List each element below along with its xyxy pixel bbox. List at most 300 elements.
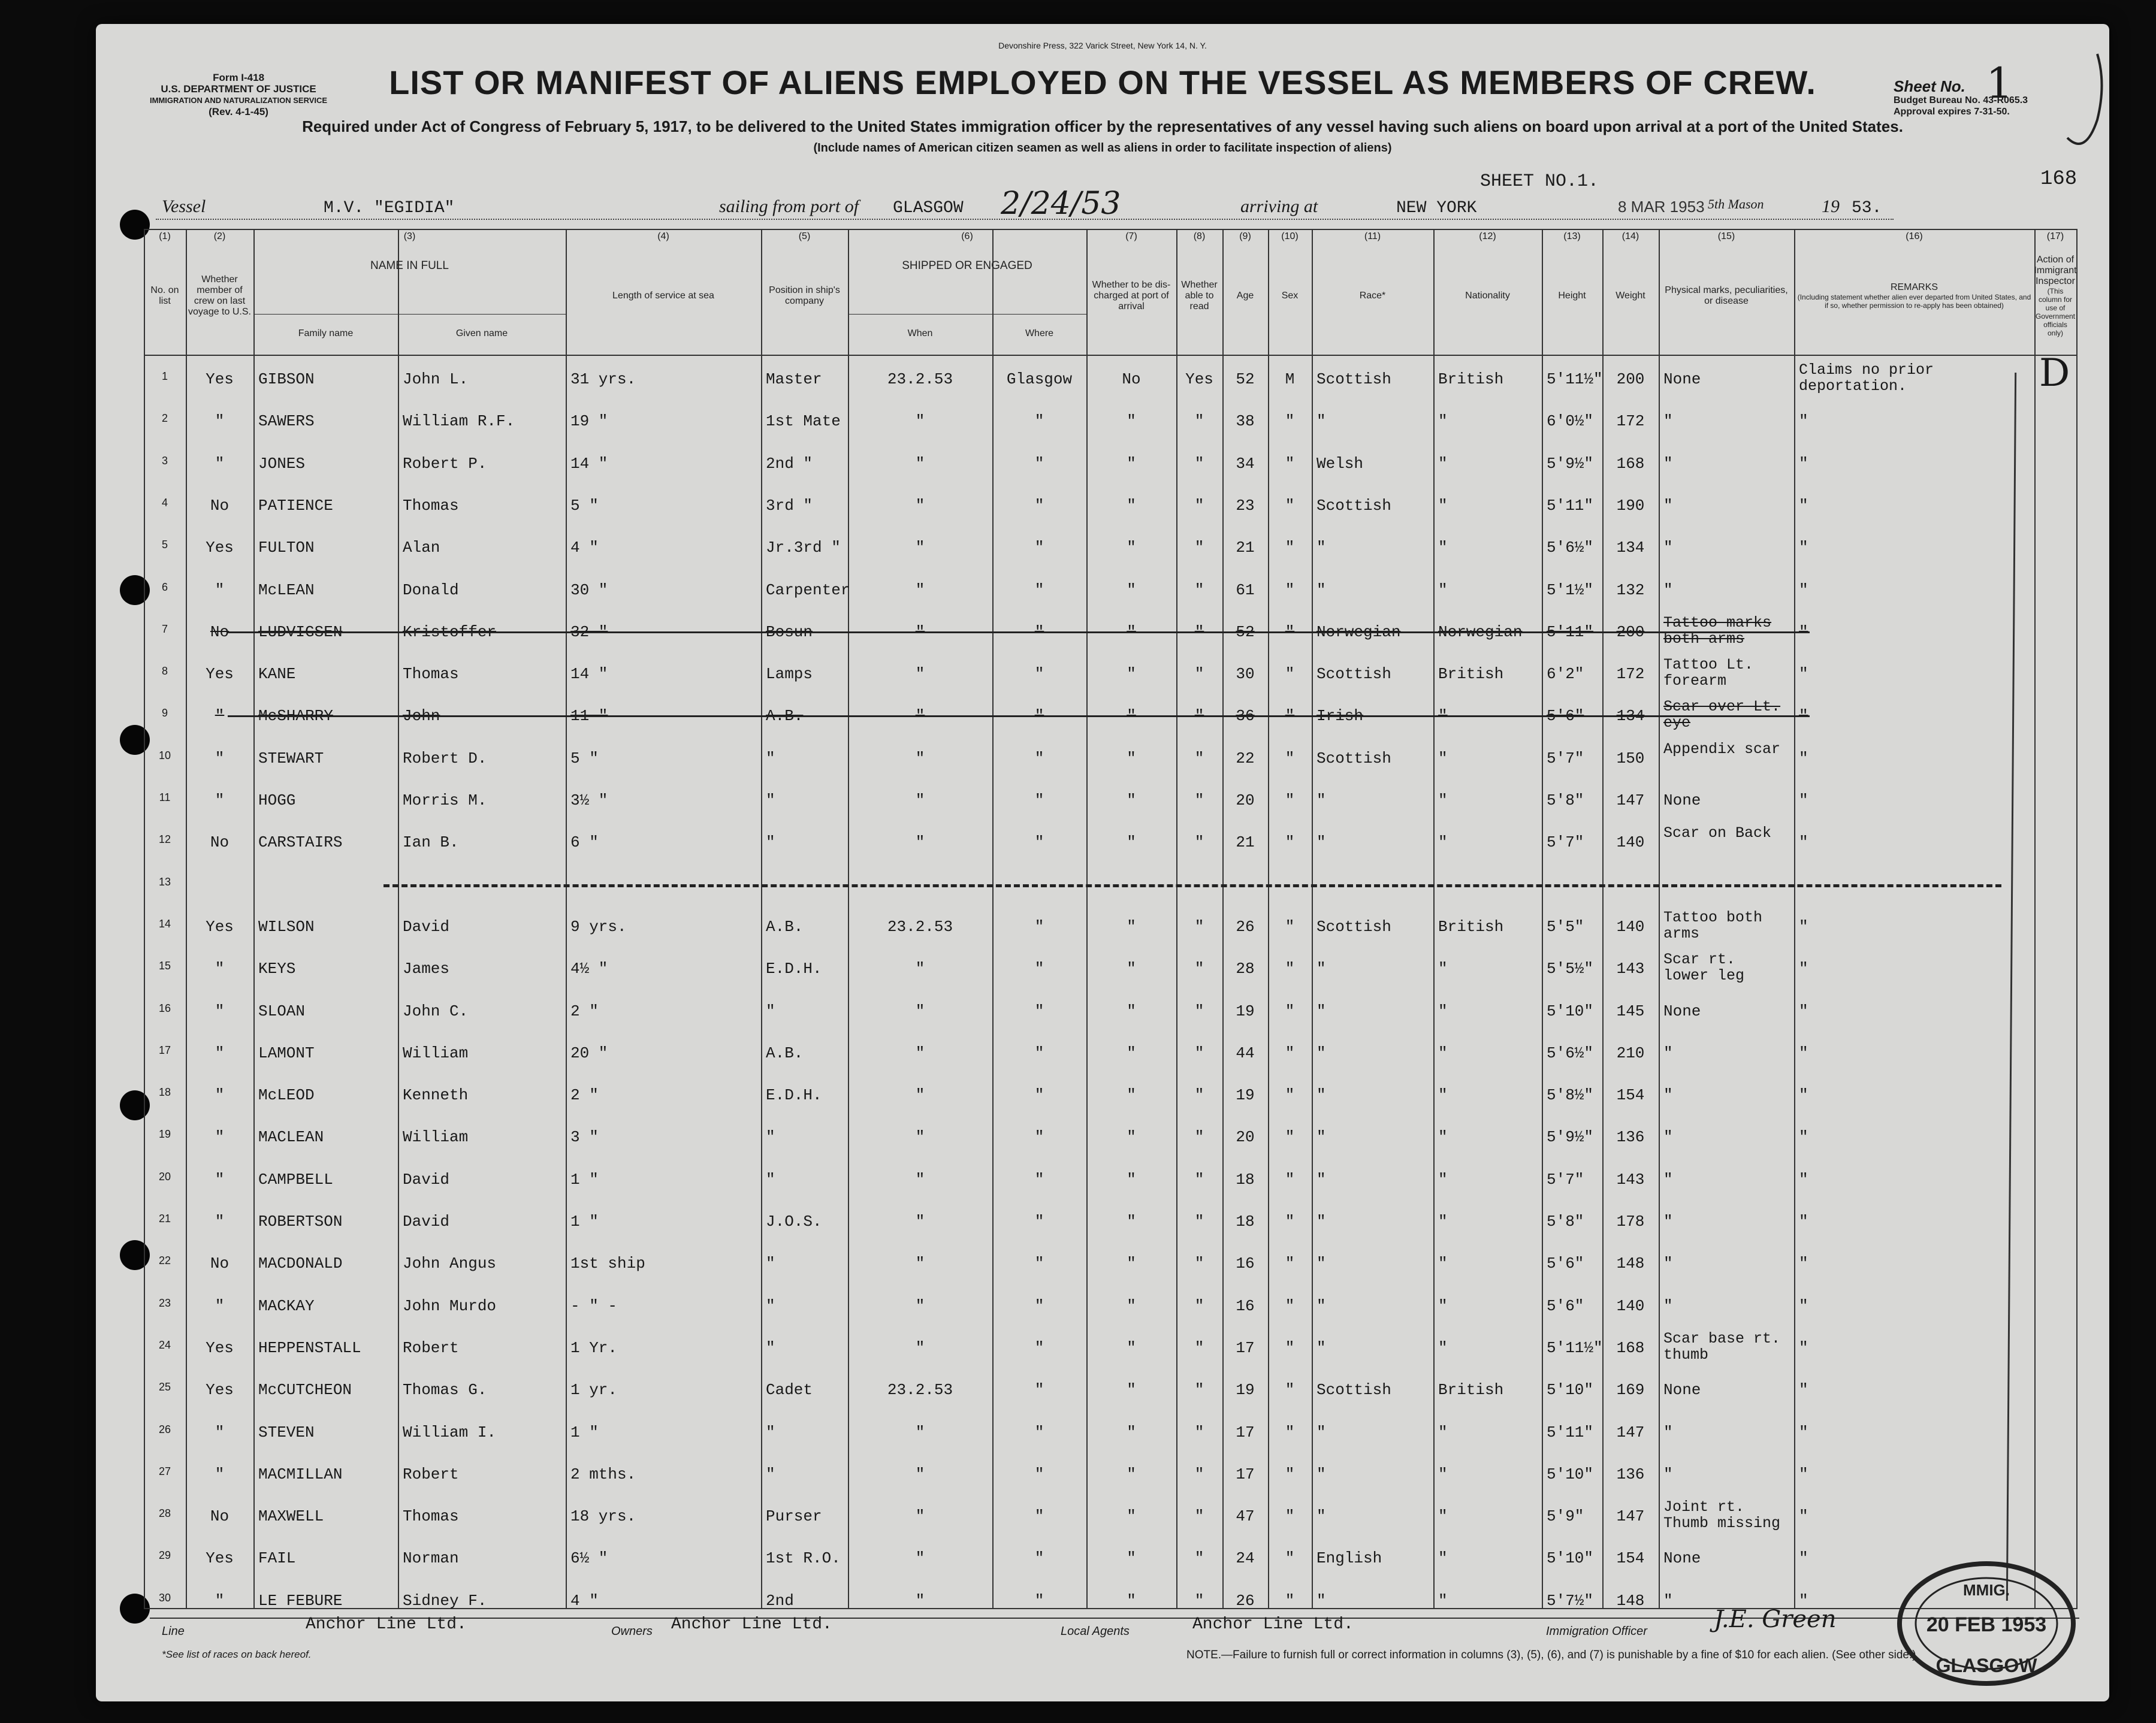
cell-family: McLEAN	[258, 581, 315, 599]
cell-nationality: "	[1438, 454, 1448, 473]
cell-no: 9	[161, 707, 168, 720]
cell-given: Thomas	[403, 1507, 459, 1526]
cell-prev: "	[215, 1423, 225, 1441]
cell-where: "	[1034, 833, 1044, 852]
cell-age: 17	[1236, 1423, 1255, 1441]
cell-height: 5'5"	[1547, 917, 1584, 936]
cell-where: "	[1034, 412, 1044, 431]
cell-height: 5'6½"	[1547, 539, 1594, 557]
cell-read: "	[1194, 1213, 1204, 1231]
cell-age: 61	[1236, 581, 1255, 599]
column-number: (8)	[1193, 231, 1206, 241]
cell-nationality: "	[1438, 412, 1448, 431]
cell-position: "	[766, 1465, 775, 1483]
cell-where: "	[1034, 1086, 1044, 1105]
cell-sex: "	[1285, 1044, 1295, 1062]
cell-position: A.B.	[766, 1044, 804, 1062]
cell-family: SLOAN	[258, 1002, 306, 1020]
cell-remarks: "	[1799, 1086, 1808, 1105]
cell-prev: Yes	[206, 917, 234, 936]
cell-nationality: Norwegian	[1438, 622, 1523, 641]
table-top-rule	[144, 229, 2076, 230]
cell-discharged: "	[1127, 960, 1136, 978]
row-dashed-separator	[384, 884, 2001, 887]
cell-no: 10	[158, 749, 171, 761]
cell-given: Kenneth	[403, 1086, 469, 1105]
cell-when: "	[915, 454, 925, 473]
row-strike-line	[228, 631, 1810, 633]
column-header: Length of service at sea	[612, 291, 714, 301]
column-subheader: Given name	[455, 328, 508, 338]
cell-height: 5'10"	[1547, 1002, 1594, 1020]
cell-position: "	[766, 833, 775, 852]
cell-height: 5'8"	[1547, 1213, 1584, 1231]
cell-discharged: "	[1127, 1465, 1136, 1483]
cell-sex: "	[1285, 665, 1295, 684]
cell-service: 4 "	[570, 539, 599, 557]
cell-age: 19	[1236, 1381, 1255, 1399]
cell-read: "	[1194, 665, 1204, 684]
cell-prev: Yes	[206, 1338, 234, 1357]
cell-when: "	[915, 496, 925, 515]
cell-remarks: "	[1799, 1002, 1808, 1020]
cell-prev: "	[215, 412, 225, 431]
cell-discharged: "	[1127, 833, 1136, 852]
cell-height: 6'2"	[1547, 665, 1584, 684]
cell-discharged: "	[1127, 622, 1136, 641]
cell-discharged: "	[1127, 1128, 1136, 1147]
cell-marks: "	[1663, 1465, 1673, 1483]
cell-nationality: "	[1438, 1423, 1448, 1441]
cell-family: HEPPENSTALL	[258, 1338, 361, 1357]
cell-prev: "	[215, 1465, 225, 1483]
cell-no: 25	[158, 1381, 171, 1393]
cell-family: MACDONALD	[258, 1255, 343, 1273]
cell-remarks: "	[1799, 1591, 1808, 1610]
cell-remarks: "	[1799, 791, 1808, 809]
cell-position: "	[766, 1255, 775, 1273]
cell-where: "	[1034, 1507, 1044, 1526]
column-header-note: (This column for use of Government officials only)	[2035, 287, 2076, 337]
cell-remarks: "	[1799, 496, 1808, 515]
budget-line: Approval expires 7-31-50.	[1894, 107, 2010, 117]
cell-no: 29	[158, 1549, 171, 1562]
cell-where: "	[1034, 1296, 1044, 1315]
cell-remarks: "	[1799, 1296, 1808, 1315]
cell-no: 18	[158, 1086, 171, 1099]
column-header-label: Action of Immigrant Inspector	[2034, 255, 2077, 286]
cell-when: "	[915, 791, 925, 809]
cell-where: "	[1034, 1465, 1044, 1483]
cell-service: 2 "	[570, 1002, 599, 1020]
cell-marks: None	[1663, 370, 1701, 388]
column-number: (15)	[1717, 231, 1735, 241]
cell-discharged: "	[1127, 917, 1136, 936]
cell-weight: 168	[1616, 454, 1645, 473]
cell-weight: 134	[1616, 707, 1645, 726]
cell-age: 20	[1236, 791, 1255, 809]
cell-where: "	[1034, 581, 1044, 599]
cell-prev: No	[210, 833, 230, 852]
cell-when: "	[915, 1423, 925, 1441]
cell-weight: 140	[1616, 917, 1645, 936]
cell-discharged: "	[1127, 1591, 1136, 1610]
column-header: No. on list	[150, 285, 179, 306]
cell-nationality: "	[1438, 496, 1448, 515]
sailing-port: GLASGOW	[893, 199, 964, 217]
cell-prev: "	[215, 581, 225, 599]
cell-service: 1 "	[570, 1423, 599, 1441]
cell-discharged: "	[1127, 581, 1136, 599]
cell-position: "	[766, 1002, 775, 1020]
arrival-hand-note: 5th Mason	[1708, 197, 1764, 211]
cell-where: "	[1034, 1170, 1044, 1189]
cell-discharged: "	[1127, 707, 1136, 726]
cell-height: 5'9½"	[1547, 1128, 1594, 1147]
cell-age: 18	[1236, 1213, 1255, 1231]
cell-race: "	[1316, 1002, 1326, 1020]
cell-sex: "	[1285, 1549, 1295, 1568]
cell-position: "	[766, 1296, 775, 1315]
cell-marks: None	[1663, 1002, 1701, 1020]
page-subtitle: Required under Act of Congress of February 5, 1917, to be delivered to the United States immigration officer by the representatives of any vessel having such aliens on board upon arrival at a port of the United States.	[302, 117, 1903, 135]
cell-sex: "	[1285, 1381, 1295, 1399]
cell-discharged: "	[1127, 539, 1136, 557]
cell-read: "	[1194, 1044, 1204, 1062]
cell-where: "	[1034, 1381, 1044, 1399]
cell-race: Scottish	[1316, 496, 1391, 515]
cell-given: Robert	[403, 1338, 459, 1357]
printer-imprint: Devonshire Press, 322 Varick Street, New York 14, N. Y.	[998, 41, 1207, 50]
cell-read: "	[1194, 496, 1204, 515]
cell-race: "	[1316, 1213, 1326, 1231]
cell-race: "	[1316, 1128, 1326, 1147]
column-subheader: Family name	[298, 328, 354, 338]
cell-position: A.B.	[766, 707, 804, 726]
cell-sex: "	[1285, 1423, 1295, 1441]
hand-check-mark	[2061, 48, 2109, 168]
cell-no: 19	[158, 1128, 171, 1141]
cell-age: 52	[1236, 370, 1255, 388]
cell-when: "	[915, 960, 925, 978]
cell-given: Thomas G.	[403, 1381, 487, 1399]
stamp-top-text: MMIG.	[1963, 1581, 2010, 1599]
cell-height: 5'10"	[1547, 1381, 1594, 1399]
cell-nationality: "	[1438, 1465, 1448, 1483]
cell-read: "	[1194, 1255, 1204, 1273]
cell-prev: "	[215, 707, 225, 726]
owners-value: Anchor Line Ltd.	[671, 1615, 832, 1634]
cell-nationality: "	[1438, 1338, 1448, 1357]
cell-read: "	[1194, 1465, 1204, 1483]
column-number: (12)	[1479, 231, 1496, 241]
cell-height: 5'6"	[1547, 1255, 1584, 1273]
cell-given: Donald	[403, 581, 459, 599]
cell-race: "	[1316, 1296, 1326, 1315]
cell-read: "	[1194, 539, 1204, 557]
cell-when: "	[915, 1128, 925, 1147]
cell-sex: "	[1285, 1255, 1295, 1273]
cell-nationality: "	[1438, 791, 1448, 809]
cell-given: William R.F.	[403, 412, 515, 431]
cell-given: John	[403, 707, 440, 726]
cell-remarks: "	[1799, 539, 1808, 557]
cell-marks: Scar base rt. thumb	[1663, 1329, 1781, 1364]
cell-sex: "	[1285, 581, 1295, 599]
cell-weight: 169	[1616, 1381, 1645, 1399]
cell-prev: Yes	[206, 370, 234, 388]
cell-position: Carpenter	[766, 581, 850, 599]
cell-no: 1	[161, 370, 168, 382]
cell-age: 16	[1236, 1255, 1255, 1273]
cell-where: "	[1034, 1591, 1044, 1610]
cell-race: "	[1316, 412, 1326, 431]
cell-service: 18 yrs.	[570, 1507, 636, 1526]
cell-marks: "	[1663, 1296, 1673, 1315]
cell-weight: 147	[1616, 1507, 1645, 1526]
cell-height: 5'10"	[1547, 1549, 1594, 1568]
cell-family: LAMONT	[258, 1044, 315, 1062]
cell-no: 3	[161, 454, 168, 467]
cell-position: "	[766, 791, 775, 809]
cell-remarks: "	[1799, 581, 1808, 599]
cell-height: 5'7"	[1547, 1170, 1584, 1189]
column-header-note: (Including statement whether alien ever departed from United States, and if so, whether permission to re-apply has been obtained)	[1797, 293, 2031, 310]
cell-read: "	[1194, 833, 1204, 852]
cell-position: 2nd	[766, 1591, 794, 1610]
cell-race: "	[1316, 1465, 1326, 1483]
cell-sex: "	[1285, 496, 1295, 515]
cell-sex: M	[1285, 370, 1295, 388]
cell-service: 5 "	[570, 749, 599, 767]
cell-service: 1 "	[570, 1213, 599, 1231]
cell-given: Robert	[403, 1465, 459, 1483]
cell-race: "	[1316, 1086, 1326, 1105]
cell-race: "	[1316, 1423, 1326, 1441]
cell-when: "	[915, 1296, 925, 1315]
column-header: Nationality	[1465, 291, 1510, 301]
cell-weight: 134	[1616, 539, 1645, 557]
cell-weight: 148	[1616, 1255, 1645, 1273]
cell-given: James	[403, 960, 450, 978]
cell-height: 5'11"	[1547, 1423, 1594, 1441]
cell-given: William	[403, 1128, 469, 1147]
arriving-port: NEW YORK	[1396, 199, 1477, 217]
cell-nationality: "	[1438, 1255, 1448, 1273]
cell-marks: "	[1663, 1170, 1673, 1189]
cell-family: CARSTAIRS	[258, 833, 343, 852]
cell-service: 14 "	[570, 665, 608, 684]
cell-age: 47	[1236, 1507, 1255, 1526]
cell-sex: "	[1285, 1128, 1295, 1147]
cell-no: 13	[158, 875, 171, 888]
cell-position: Bosun	[766, 622, 813, 641]
cell-given: John C.	[403, 1002, 469, 1020]
cell-given: John L.	[403, 370, 469, 388]
cell-age: 28	[1236, 960, 1255, 978]
cell-discharged: "	[1127, 1381, 1136, 1399]
cell-discharged: "	[1127, 496, 1136, 515]
cell-race: "	[1316, 1591, 1326, 1610]
cell-when: "	[915, 749, 925, 767]
column-header: Physical marks, peculiarities, or disease	[1665, 285, 1788, 306]
cell-position: J.O.S.	[766, 1213, 822, 1231]
officer-label: Immigration Officer	[1546, 1625, 1647, 1638]
races-note: *See list of races on back hereof.	[162, 1649, 312, 1660]
cell-service: 2 "	[570, 1086, 599, 1105]
cell-read: "	[1194, 581, 1204, 599]
cell-remarks: "	[1799, 1465, 1808, 1483]
cell-position: A.B.	[766, 917, 804, 936]
subheader-rule	[253, 314, 566, 315]
cell-discharged: "	[1127, 1213, 1136, 1231]
cell-given: William I.	[403, 1423, 497, 1441]
cell-weight: 140	[1616, 833, 1645, 852]
column-header: SHIPPED OR ENGAGED	[902, 259, 1032, 272]
arriving-label: arriving at	[1240, 197, 1318, 216]
cell-prev: No	[210, 1255, 230, 1273]
cell-when: "	[915, 707, 925, 726]
cell-marks: None	[1663, 1381, 1701, 1399]
column-header: Sex	[1281, 291, 1299, 301]
cell-read: "	[1194, 917, 1204, 936]
cell-prev: "	[215, 1002, 225, 1020]
cell-when: 23.2.53	[887, 370, 953, 388]
cell-remarks: "	[1799, 1381, 1808, 1399]
cell-weight: 172	[1616, 412, 1645, 431]
cell-nationality: "	[1438, 1591, 1448, 1610]
cell-remarks: "	[1799, 833, 1808, 852]
cell-service: 1 Yr.	[570, 1338, 618, 1357]
cell-prev: "	[215, 454, 225, 473]
cell-race: "	[1316, 1338, 1326, 1357]
cell-race: "	[1316, 960, 1326, 978]
cell-nationality: "	[1438, 1507, 1448, 1526]
column-header	[1796, 245, 2032, 347]
cell-no: 11	[159, 791, 171, 803]
cell-age: 24	[1236, 1549, 1255, 1568]
cell-race: "	[1316, 791, 1326, 809]
column-header: Position in ship's company	[769, 285, 840, 306]
cell-prev: "	[215, 749, 225, 767]
cell-race: "	[1316, 539, 1326, 557]
cell-read: "	[1194, 622, 1204, 641]
cell-marks: Scar on Back	[1663, 824, 1772, 842]
cell-height: 5'6"	[1547, 1296, 1584, 1315]
sheet-label: Sheet No.	[1894, 77, 1965, 95]
cell-given: Kristoffer	[403, 622, 497, 641]
cell-prev: "	[215, 1296, 225, 1315]
cell-family: McCUTCHEON	[258, 1381, 352, 1399]
cell-weight: 190	[1616, 496, 1645, 515]
year-label: 19	[1822, 197, 1840, 216]
cell-sex: "	[1285, 960, 1295, 978]
cell-remarks: "	[1799, 749, 1808, 767]
cell-no: 26	[158, 1423, 171, 1435]
cell-service: 3½ "	[570, 791, 608, 809]
form-line: (Rev. 4-1-45)	[209, 106, 268, 117]
cell-sex: "	[1285, 1213, 1295, 1231]
cell-no: 23	[158, 1296, 171, 1309]
cell-height: 5'11"	[1547, 496, 1594, 515]
cell-height: 5'11½"	[1547, 370, 1603, 388]
cell-no: 12	[158, 833, 171, 846]
cell-height: 5'11½"	[1547, 1338, 1603, 1357]
cell-no: 16	[158, 1002, 171, 1014]
agents-label: Local Agents	[1061, 1625, 1130, 1638]
column-subheader: Where	[1025, 328, 1054, 338]
cell-sex: "	[1285, 791, 1295, 809]
cell-read: "	[1194, 707, 1204, 726]
cell-read: "	[1194, 1549, 1204, 1568]
cell-sex: "	[1285, 1338, 1295, 1357]
cell-age: 19	[1236, 1002, 1255, 1020]
cell-age: 52	[1236, 622, 1255, 641]
cell-given: Ian B.	[403, 833, 459, 852]
cell-read: Yes	[1185, 370, 1213, 388]
cell-service: 30 "	[570, 581, 608, 599]
cell-family: McLEOD	[258, 1086, 315, 1105]
cell-age: 20	[1236, 1128, 1255, 1147]
cell-read: "	[1194, 1002, 1204, 1020]
cell-family: WILSON	[258, 917, 315, 936]
cell-given: William	[403, 1044, 469, 1062]
cell-sex: "	[1285, 1591, 1295, 1610]
cell-position: Lamps	[766, 665, 813, 684]
cell-age: 19	[1236, 1086, 1255, 1105]
cell-family: HOGG	[258, 791, 296, 809]
cell-marks: Scar rt. lower leg	[1663, 951, 1745, 985]
cell-age: 21	[1236, 833, 1255, 852]
cell-no: 2	[161, 412, 168, 425]
cell-where: "	[1034, 749, 1044, 767]
cell-age: 18	[1236, 1170, 1255, 1189]
cell-service: 5 "	[570, 496, 599, 515]
cell-read: "	[1194, 1338, 1204, 1357]
cell-when: "	[915, 1002, 925, 1020]
cell-race: "	[1316, 833, 1326, 852]
page-stamp-number: 168	[2040, 168, 2078, 191]
column-number: (17)	[2046, 231, 2064, 241]
immigration-stamp	[1894, 1555, 2079, 1692]
cell-no: 21	[158, 1213, 171, 1225]
cell-given: John Angus	[403, 1255, 497, 1273]
cell-sex: "	[1285, 1296, 1295, 1315]
cell-position: E.D.H.	[766, 1086, 822, 1105]
cell-nationality: "	[1438, 1170, 1448, 1189]
cell-race: Scottish	[1316, 917, 1391, 936]
form-line: IMMIGRATION AND NATURALIZATION SERVICE	[150, 96, 328, 105]
cell-given: David	[403, 1170, 450, 1189]
cell-marks: "	[1663, 1591, 1673, 1610]
cell-race: "	[1316, 581, 1326, 599]
cell-service: 32 "	[570, 622, 608, 641]
cell-height: 5'7½"	[1547, 1591, 1594, 1610]
cell-given: Robert D.	[403, 749, 487, 767]
cell-no: 5	[161, 539, 168, 551]
cell-prev: Yes	[206, 665, 234, 684]
cell-where: "	[1034, 1423, 1044, 1441]
cell-service: 14 "	[570, 454, 608, 473]
column-header: Race*	[1359, 291, 1386, 301]
cell-service: 1st ship	[570, 1255, 645, 1273]
cell-remarks: "	[1799, 1170, 1808, 1189]
cell-age: 23	[1236, 496, 1255, 515]
cell-nationality: "	[1438, 581, 1448, 599]
cell-when: "	[915, 1170, 925, 1189]
cell-remarks: "	[1799, 622, 1808, 641]
column-number: (7)	[1125, 231, 1137, 241]
